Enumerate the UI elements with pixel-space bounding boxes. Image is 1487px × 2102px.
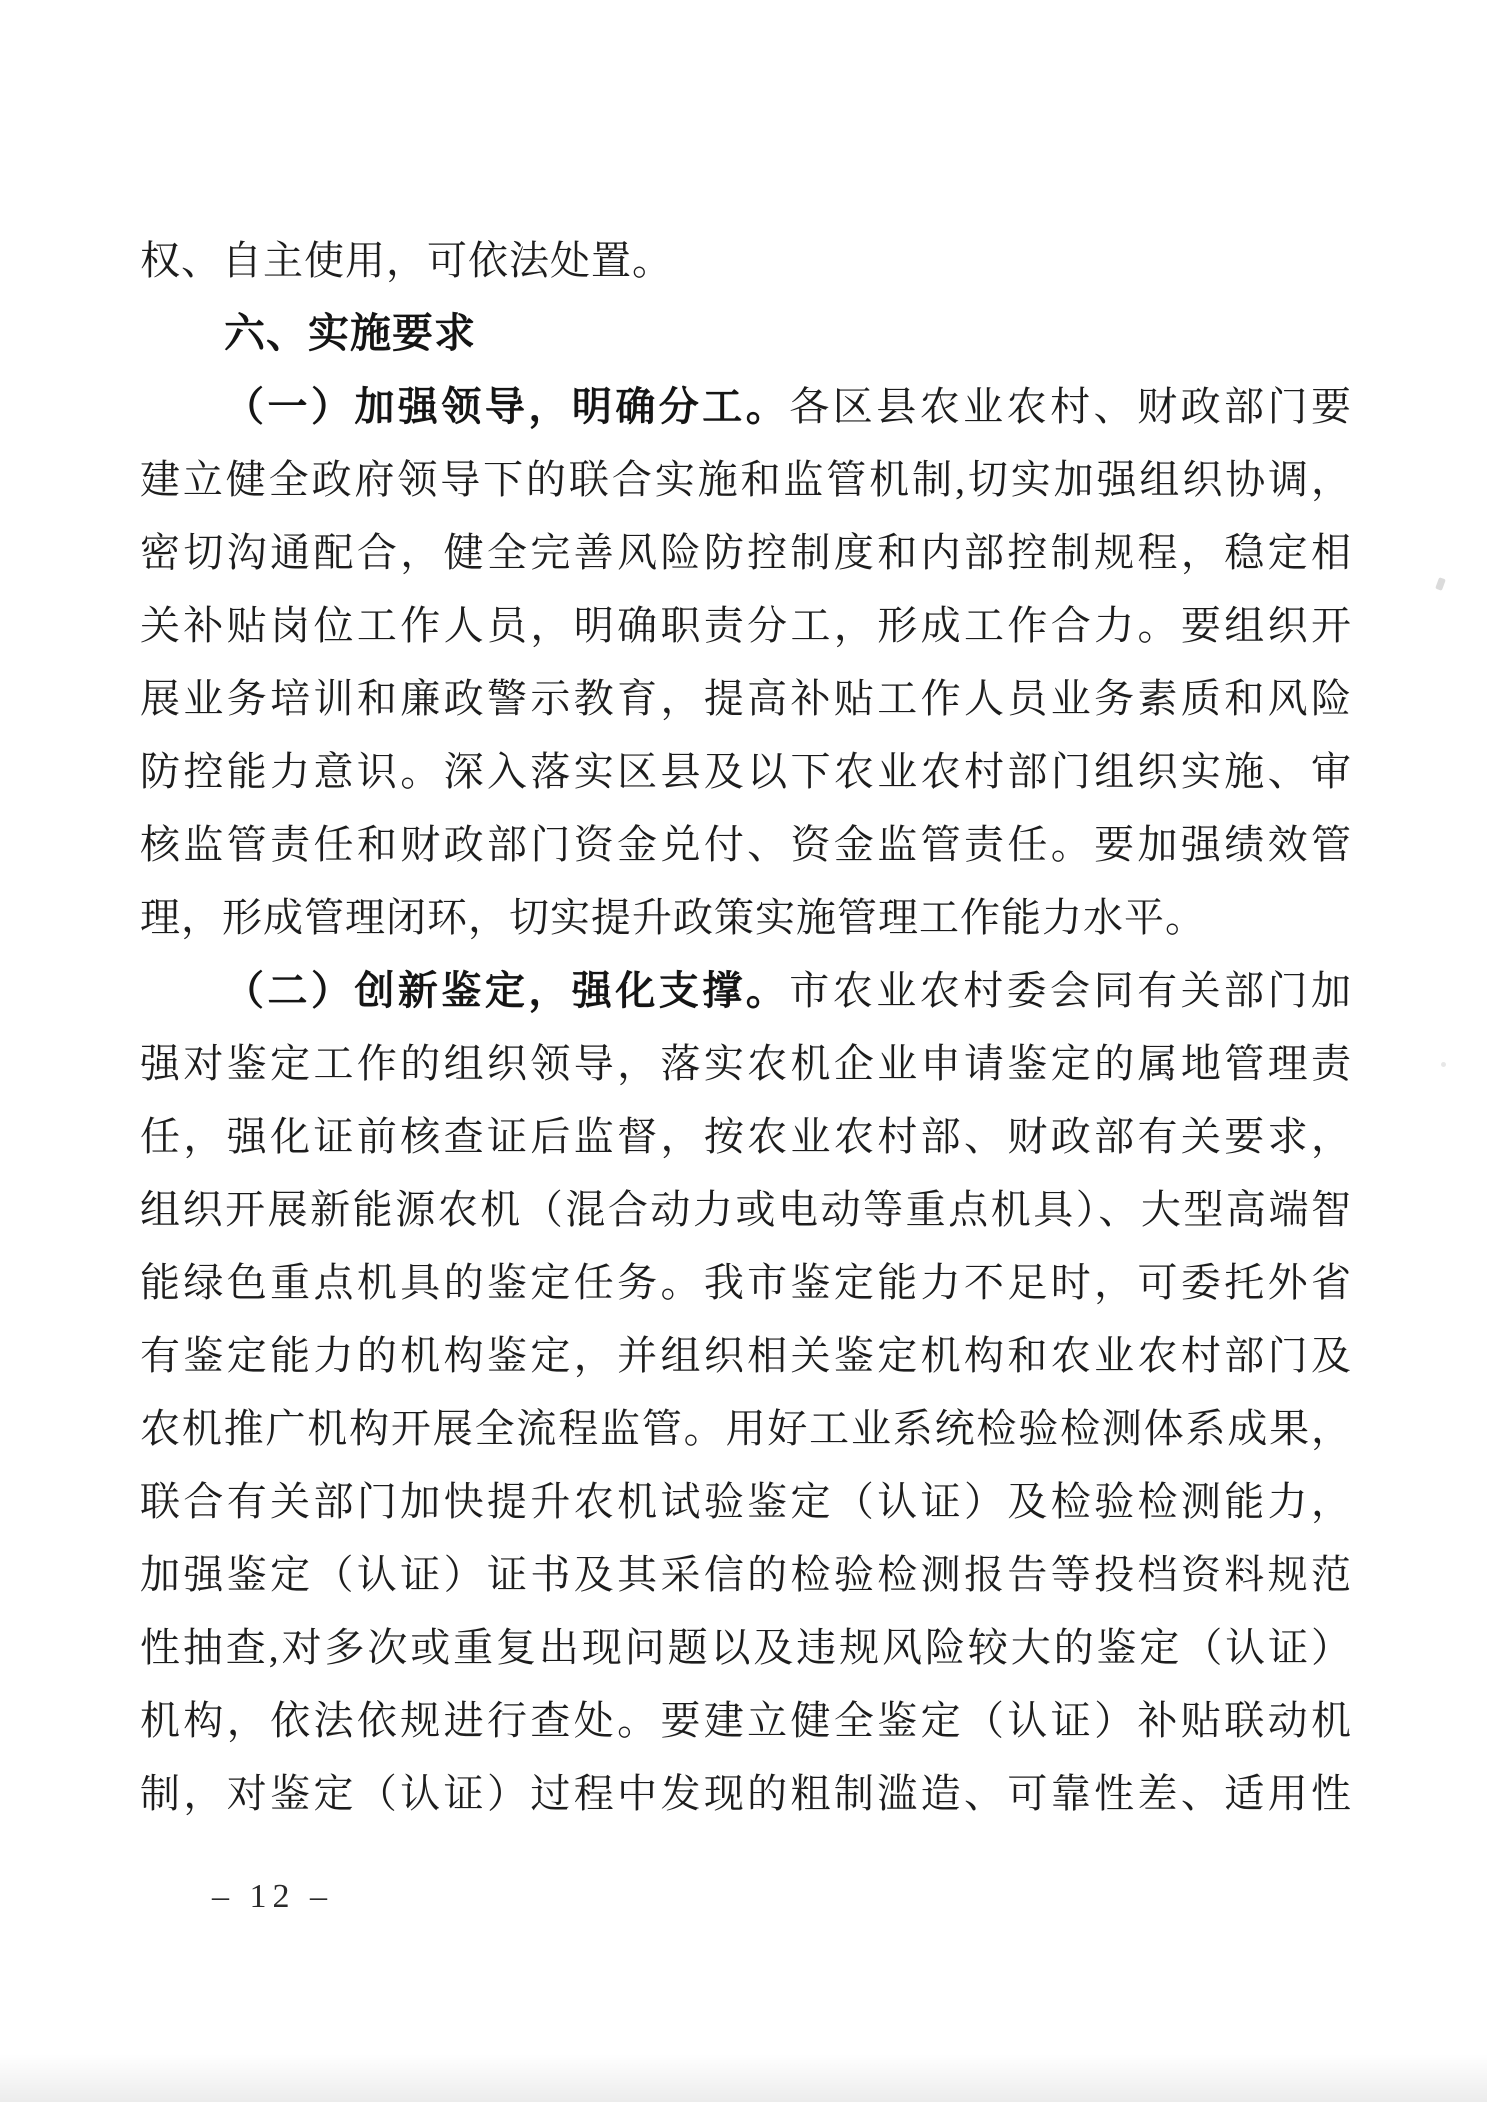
text-line: 制，对鉴定（认证）过程中发现的粗制滥造、可靠性差、适用性 — [140, 1771, 1352, 1816]
document-lines — [140, 224, 1352, 1830]
text-line: 密切沟通配合，健全完善风险防控制度和内部控制规程，稳定相 — [140, 530, 1352, 575]
text-line: 农机推广机构开展全流程监管。用好工业系统检验检测体系成果， — [140, 1406, 1352, 1451]
scan-artifact — [1435, 577, 1446, 591]
text-line: 性抽查,对多次或重复出现问题以及违规风险较大的鉴定（认证） — [140, 1625, 1352, 1670]
text-line: 建立健全政府领导下的联合实施和监管机制,切实加强组织协调， — [140, 457, 1352, 502]
page-number: – 12 – — [212, 1878, 333, 1915]
text-line: 防控能力意识。深入落实区县及以下农业农村部门组织实施、审 — [140, 749, 1352, 794]
scan-shadow — [0, 2054, 1487, 2102]
bold-lead-in: （一）加强领导，明确分工。 — [224, 385, 790, 429]
text-line: 联合有关部门加快提升农机试验鉴定（认证）及检验检测能力， — [140, 1479, 1352, 1524]
section-heading — [140, 297, 1352, 370]
text-line: （一）加强领导，明确分工。各区县农业农村、财政部门要 — [224, 384, 1353, 429]
bold-lead-in: 六、实施要求 — [224, 310, 476, 356]
text-line: 任，强化证前核查证后监督，按农业农村部、财政部有关要求， — [140, 1114, 1352, 1159]
text-line: 理，形成管理闭环，切实提升政策实施管理工作能力水平。 — [140, 895, 1206, 940]
text-line: 展业务培训和廉政警示教育，提高补贴工作人员业务素质和风险 — [140, 676, 1352, 721]
text-line: 机构，依法依规进行查处。要建立健全鉴定（认证）补贴联动机 — [140, 1698, 1352, 1743]
text-line: 关补贴岗位工作人员，明确职责分工，形成工作合力。要组织开 — [140, 603, 1352, 648]
text-line: 加强鉴定（认证）证书及其采信的检验检测报告等投档资料规范 — [140, 1552, 1352, 1597]
text-line: 权、自主使用，可依法处置。 — [140, 238, 673, 283]
text-line: 组织开展新能源农机（混合动力或电动等重点机具）、大型高端智 — [140, 1187, 1352, 1232]
text-line: 核监管责任和财政部门资金兑付、资金监管责任。要加强绩效管 — [140, 822, 1352, 867]
text-line: 能绿色重点机具的鉴定任务。我市鉴定能力不足时，可委托外省 — [140, 1260, 1352, 1305]
text-line: 强对鉴定工作的组织领导，落实农机企业申请鉴定的属地管理责 — [140, 1041, 1352, 1086]
scan-artifact — [1441, 1062, 1446, 1067]
text-line: 有鉴定能力的机构鉴定，并组织相关鉴定机构和农业农村部门及 — [140, 1333, 1352, 1378]
bold-lead-in: （二）创新鉴定，强化支撑。 — [224, 969, 790, 1013]
text-line: （二）创新鉴定，强化支撑。市农业农村委会同有关部门加 — [224, 968, 1353, 1013]
